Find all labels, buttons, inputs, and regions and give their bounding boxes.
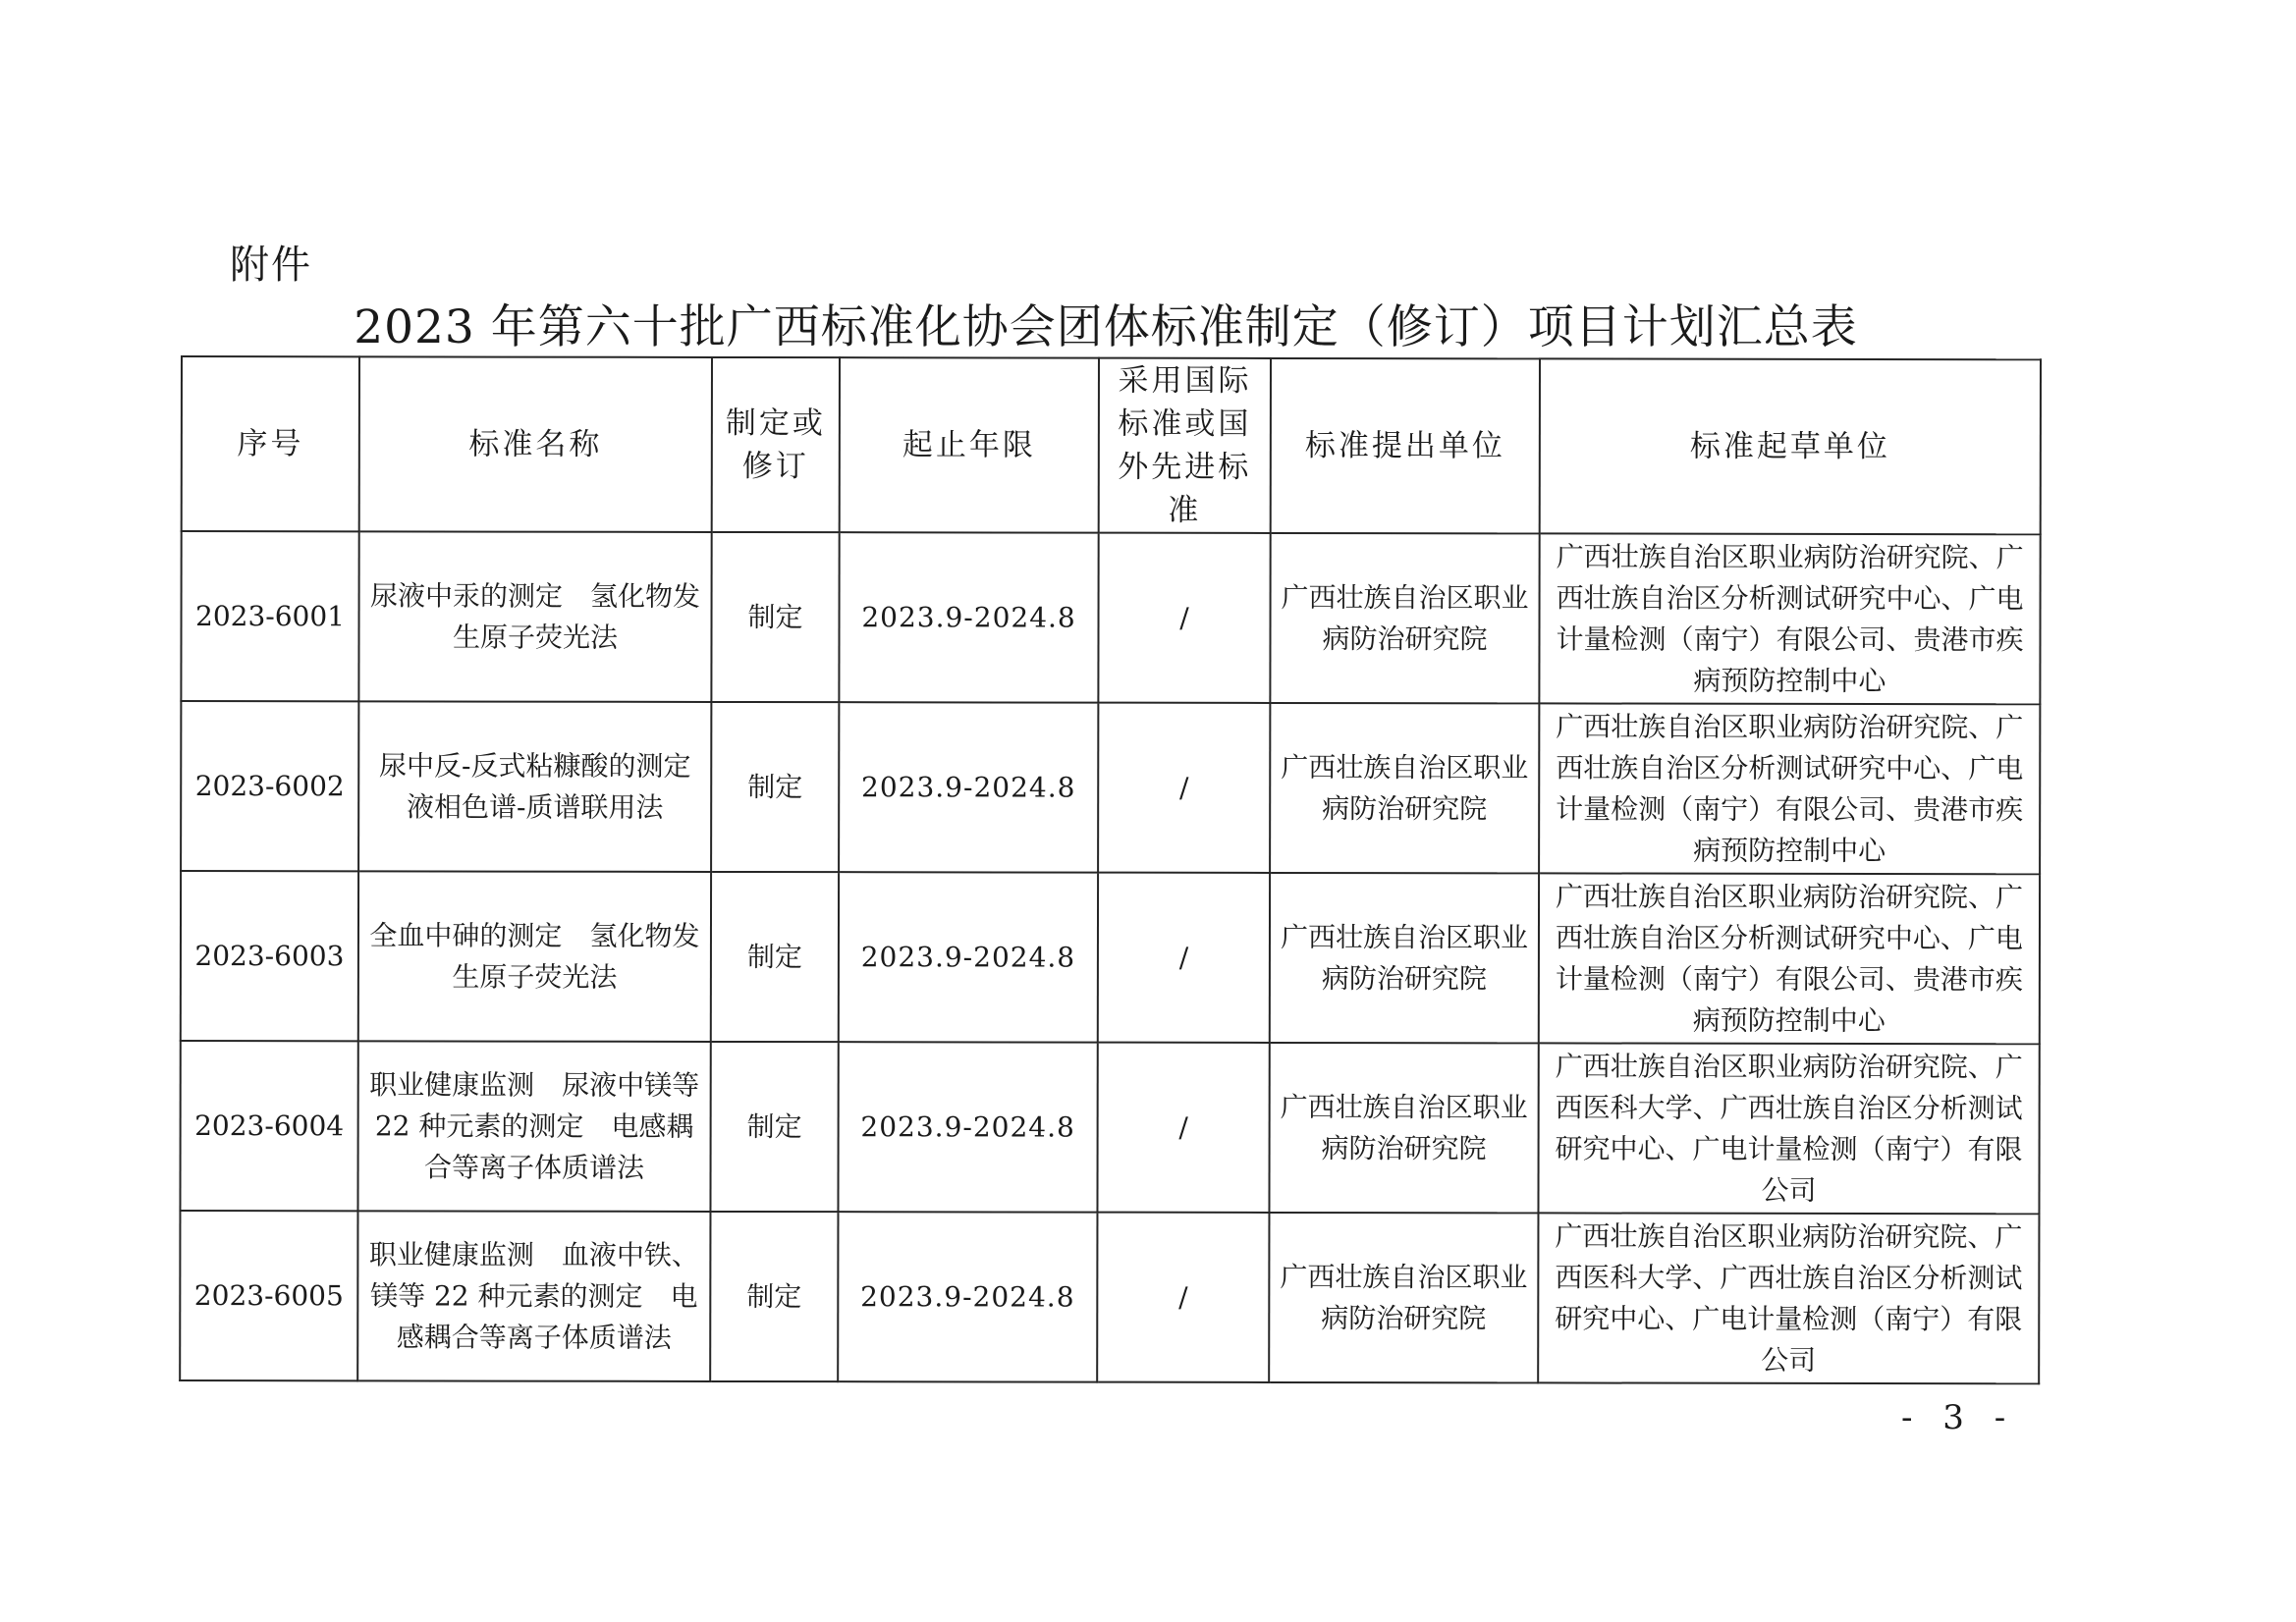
table-header-row <box>182 356 2041 534</box>
cell-drafters: 广西壮族自治区职业病防治研究院、广西壮族自治区分析测试研究中心、广电计量检测（南宁）有限公司、贵港市疾病预防控制中心 <box>1539 703 2040 874</box>
table-row <box>181 871 2040 1044</box>
cell-period: 2023.9-2024.8 <box>839 702 1098 872</box>
cell-id: 2023-6002 <box>181 701 358 871</box>
cell-name: 全血中砷的测定 氢化物发生原子荧光法 <box>358 871 711 1042</box>
header-drafters: 标准起草单位 <box>1540 358 2041 534</box>
cell-period: 2023.9-2024.8 <box>839 532 1098 702</box>
attachment-label: 附件 <box>230 243 312 288</box>
cell-type: 制定 <box>710 1042 838 1212</box>
cell-type: 制定 <box>711 872 839 1042</box>
table-row <box>180 1211 2039 1383</box>
cell-drafters: 广西壮族自治区职业病防治研究院、广西壮族自治区分析测试研究中心、广电计量检测（南宁）有限公司、贵港市疾病预防控制中心 <box>1539 873 2040 1044</box>
cell-name: 尿液中汞的测定 氢化物发生原子荧光法 <box>358 531 711 702</box>
cell-intl: / <box>1098 703 1270 873</box>
cell-name: 尿中反-反式粘糠酸的测定 液相色谱-质谱联用法 <box>358 701 711 872</box>
cell-intl: / <box>1097 1213 1269 1382</box>
table-row <box>180 1041 2039 1214</box>
cell-proposer: 广西壮族自治区职业病防治研究院 <box>1270 533 1539 703</box>
header-name: 标准名称 <box>359 356 712 532</box>
page-number: - 3 - <box>1901 1398 2016 1437</box>
header-proposer: 标准提出单位 <box>1271 358 1540 533</box>
cell-period: 2023.9-2024.8 <box>838 1042 1097 1212</box>
cell-drafters: 广西壮族自治区职业病防治研究院、广西医科大学、广西壮族自治区分析测试研究中心、广电计量检测（南宁）有限公司 <box>1538 1043 2039 1214</box>
header-type: 制定或修订 <box>712 357 840 532</box>
cell-drafters: 广西壮族自治区职业病防治研究院、广西壮族自治区分析测试研究中心、广电计量检测（南宁）有限公司、贵港市疾病预防控制中心 <box>1539 533 2040 704</box>
cell-period: 2023.9-2024.8 <box>838 1212 1097 1381</box>
header-period: 起止年限 <box>840 357 1099 532</box>
table-row <box>181 701 2040 874</box>
cell-id: 2023-6004 <box>180 1041 357 1211</box>
cell-type: 制定 <box>711 532 839 702</box>
cell-proposer: 广西壮族自治区职业病防治研究院 <box>1269 1043 1538 1213</box>
cell-proposer: 广西壮族自治区职业病防治研究院 <box>1270 703 1539 873</box>
cell-type: 制定 <box>711 702 839 872</box>
cell-intl: / <box>1098 873 1270 1043</box>
cell-id: 2023-6003 <box>181 871 358 1041</box>
header-intl: 采用国际标准或国外先进标准 <box>1099 358 1271 533</box>
cell-name: 职业健康监测 血液中铁、镁等 22 种元素的测定 电感耦合等离子体质谱法 <box>357 1211 710 1381</box>
cell-drafters: 广西壮族自治区职业病防治研究院、广西医科大学、广西壮族自治区分析测试研究中心、广电计量检测（南宁）有限公司 <box>1538 1213 2039 1383</box>
cell-intl: / <box>1097 1043 1269 1213</box>
cell-name: 职业健康监测 尿液中镁等 22 种元素的测定 电感耦合等离子体质谱法 <box>357 1041 710 1212</box>
cell-period: 2023.9-2024.8 <box>839 872 1098 1042</box>
cell-proposer: 广西壮族自治区职业病防治研究院 <box>1270 873 1539 1043</box>
cell-type: 制定 <box>710 1212 838 1381</box>
cell-id: 2023-6001 <box>181 531 358 701</box>
cell-intl: / <box>1098 533 1270 703</box>
cell-proposer: 广西壮族自治区职业病防治研究院 <box>1269 1213 1538 1382</box>
standards-plan-table <box>179 355 2042 1384</box>
document-title: 2023 年第六十批广西标准化协会团体标准制定（修订）项目计划汇总表 <box>354 300 1858 354</box>
cell-id: 2023-6005 <box>180 1211 357 1380</box>
table-row <box>181 531 2040 704</box>
header-id: 序号 <box>182 356 359 531</box>
